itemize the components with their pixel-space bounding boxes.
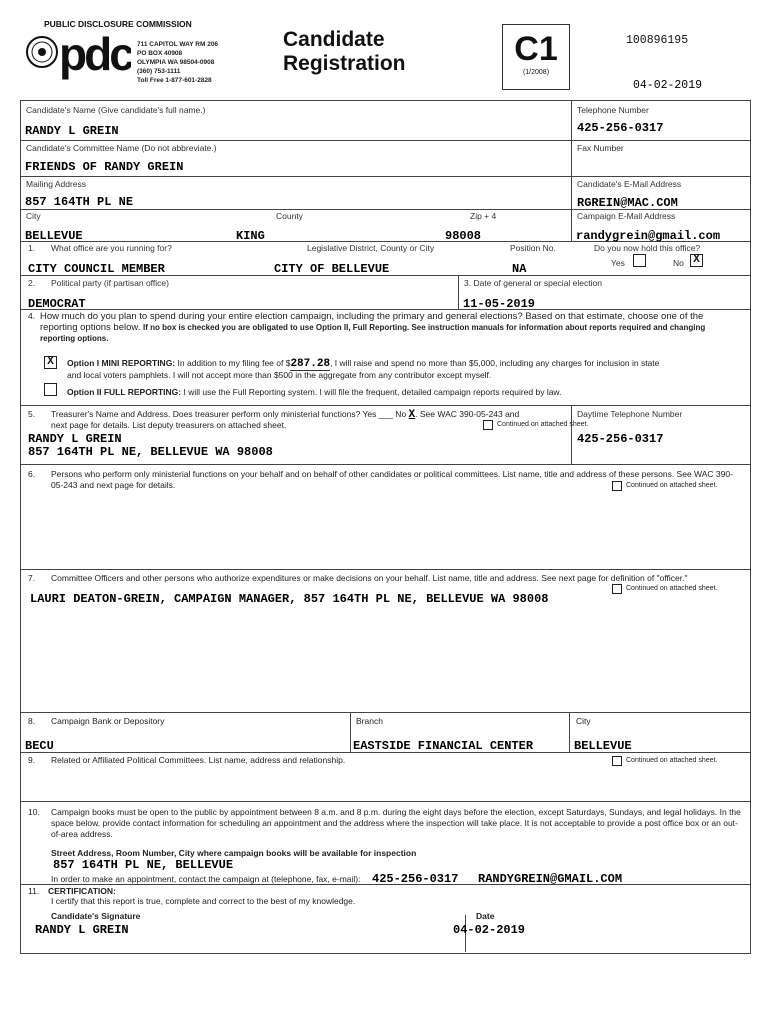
telephone-label: Telephone Number [577,105,649,115]
position-value: NA [512,262,527,276]
bank-city-value: BELLEVUE [574,739,632,753]
district-label: Legislative District, County or City [307,243,435,253]
logo-text: pdc [59,30,131,80]
signature-value: RANDY L GREIN [35,923,129,937]
q9-question: Related or Affiliated Political Committees. List name, address and relationship. [51,755,346,765]
party-label: Political party (if partisan office) [51,278,169,288]
mailing-address-label: Mailing Address [26,179,87,189]
county-label: County [276,211,303,221]
election-date-value: 11-05-2019 [463,297,536,311]
treasurer-name-value: RANDY L GREIN [28,432,122,446]
q5-question-line2: next page for details. List deputy treasurers on attached sheet. [51,420,287,430]
q10-street-label: Street Address, Room Number, City where campaign books will be available for inspection [51,848,417,858]
certification-text: I certify that this report is true, complete and correct to the best of my knowledge. [51,896,356,906]
hold-office-label: Do you now hold this office? [594,243,701,253]
form-version: (1/2008) [522,69,550,76]
office-label: What office are you running for? [51,243,172,253]
filing-fee-value: 287.28 [290,358,331,370]
campaign-email-value: randygrein@gmail.com [576,229,721,243]
q5-question: Treasurer's Name and Address. Does treasurer perform only ministerial functions? Yes ___ No X. See WAC 390-05-243 and [51,409,520,421]
committee-name-value: FRIENDS OF RANDY GREIN [25,160,184,174]
q5-continued-label: Continued on attached sheet. [497,421,589,428]
office-value: CITY COUNCIL MEMBER [28,262,165,276]
party-value: DEMOCRAT [28,297,86,311]
agency-name: PUBLIC DISCLOSURE COMMISSION [44,19,192,29]
treasurer-address-value: 857 164TH PL NE, BELLEVUE WA 98008 [28,445,273,459]
q1-number: 1. [28,243,36,253]
candidate-email-value: RGREIN@MAC.COM [577,196,678,210]
q9-continued-label: Continued on attached sheet. [626,757,718,764]
q11-number: 11. [28,886,40,896]
option1-checkbox[interactable]: X [44,356,57,369]
bank-value: BECU [25,739,54,753]
books-address-value: 857 164TH PL NE, BELLEVUE [53,858,234,872]
q6-continued-checkbox[interactable] [612,481,622,491]
option2-checkbox[interactable] [44,383,57,396]
q8-number: 8. [28,716,36,726]
hold-office-yes-checkbox[interactable] [633,254,646,267]
agency-address: 711 CAPITOL WAY RM 206 PO BOX 40908 OLYMPIA WA 98504-0908 (360) 753-1111 Toll Free 1-877-601-2828 [137,41,219,84]
form-code: C1 [514,30,558,68]
telephone-value: 425-256-0317 [577,121,664,135]
option1-text: Option I MINI REPORTING: In addition to my filing fee of $287.28, I will raise and spend no more than $5,000, including any charges for inclusion in state [67,358,660,370]
bank-label: Campaign Bank or Depository [51,716,165,726]
mailing-address-value: 857 164TH PL NE [25,195,134,209]
branch-label: Branch [356,716,383,726]
q4-number: 4. [28,311,36,321]
branch-value: EASTSIDE FINANCIAL CENTER [353,739,534,753]
city-value: BELLEVUE [25,229,83,243]
q5-number: 5. [28,409,36,419]
daytime-phone-value: 425-256-0317 [577,432,664,446]
q6-number: 6. [28,469,36,479]
district-value: CITY OF BELLEVUE [274,262,390,276]
no-label: No [673,258,684,268]
form-title: Candidate Registration [283,28,406,75]
q7-continued-label: Continued on attached sheet. [626,585,718,592]
receipt-date: 04-02-2019 [633,79,703,92]
campaign-email-label: Campaign E-Mail Address [577,211,676,221]
q9-number: 9. [28,755,36,765]
q5-continued-checkbox[interactable] [483,420,493,430]
appointment-email-value: RANDYGREIN@GMAIL.COM [478,872,623,886]
bank-city-label: City [576,716,591,726]
candidate-name-value: RANDY L GREIN [25,124,119,138]
election-date-label: 3. Date of general or special election [464,278,602,288]
q10-text: Campaign books must be open to the public by appointment between 8 a.m. and 8 p.m. during the eight days before the election, except Saturdays, Sundays, and legal holidays. In the space below, provide contact information for scheduling an appointment and the address where the inspection will take place. It is not acceptable to provide a post office box or an out-of-area address. [51,807,741,839]
candidate-email-label: Candidate's E-Mail Address [577,179,682,189]
appointment-phone-value: 425-256-0317 [372,872,459,886]
appointment-label: In order to make an appointment, contact the campaign at (telephone, fax, e-mail): [51,874,361,884]
city-label: City [26,211,41,221]
q5-no-mark: X [408,409,416,421]
option2-text: Option II FULL REPORTING: I will use the Full Reporting system. I will file the frequent, detailed campaign reports required by law. [67,387,562,397]
document-id: 100896195 [626,34,689,47]
daytime-phone-label: Daytime Telephone Number [577,409,683,419]
hold-office-no-checkbox[interactable]: X [690,254,703,267]
candidate-name-label: Candidate's Name (Give candidate's full name.) [26,105,206,115]
q7-number: 7. [28,573,36,583]
zip-label: Zip + 4 [470,211,497,221]
signature-label: Candidate's Signature [51,911,141,921]
certification-heading: CERTIFICATION: [48,886,116,896]
county-value: KING [236,229,265,243]
form-code-box [502,24,570,90]
q10-number: 10. [28,807,40,817]
signature-date-value: 04-02-2019 [453,923,526,937]
pdc-logo [23,30,131,80]
fax-label: Fax Number [577,143,624,153]
q6-question: Persons who perform only ministerial functions on your behalf and on behalf of other candidates or political committees. List name, title and address of these persons. See WAC 390-05-243 and next page for details. [51,469,733,490]
option1-text-line2: and local voters pamphlets. I will not accept more than $500 in the aggregate from any contributor except myself. [67,370,492,380]
officers-value: LAURI DEATON-GREIN, CAMPAIGN MANAGER, 857 164TH PL NE, BELLEVUE WA 98008 [30,592,549,606]
q2-number: 2. [28,278,36,288]
committee-name-label: Candidate's Committee Name (Do not abbreviate.) [26,143,217,153]
yes-label: Yes [611,258,625,268]
position-label: Position No. [510,243,556,253]
q7-question: Committee Officers and other persons who authorize expenditures or make decisions on your behalf. List name, title and address. See next page for definition of "officer." [51,573,688,583]
q4-question: How much do you plan to spend during your entire election campaign, including the primary and general elections? Based on that estimate, choose one of the reporting options below. If no box is checked you are obligated to use Option II, Full Reporting. See instruction manuals for information about reports required and changing reporting options. [40,311,706,343]
q7-continued-checkbox[interactable] [612,584,622,594]
q6-continued-label: Continued on attached sheet. [626,482,718,489]
q9-continued-checkbox[interactable] [612,756,622,766]
signature-date-label: Date [476,911,495,921]
zip-value: 98008 [445,229,482,243]
